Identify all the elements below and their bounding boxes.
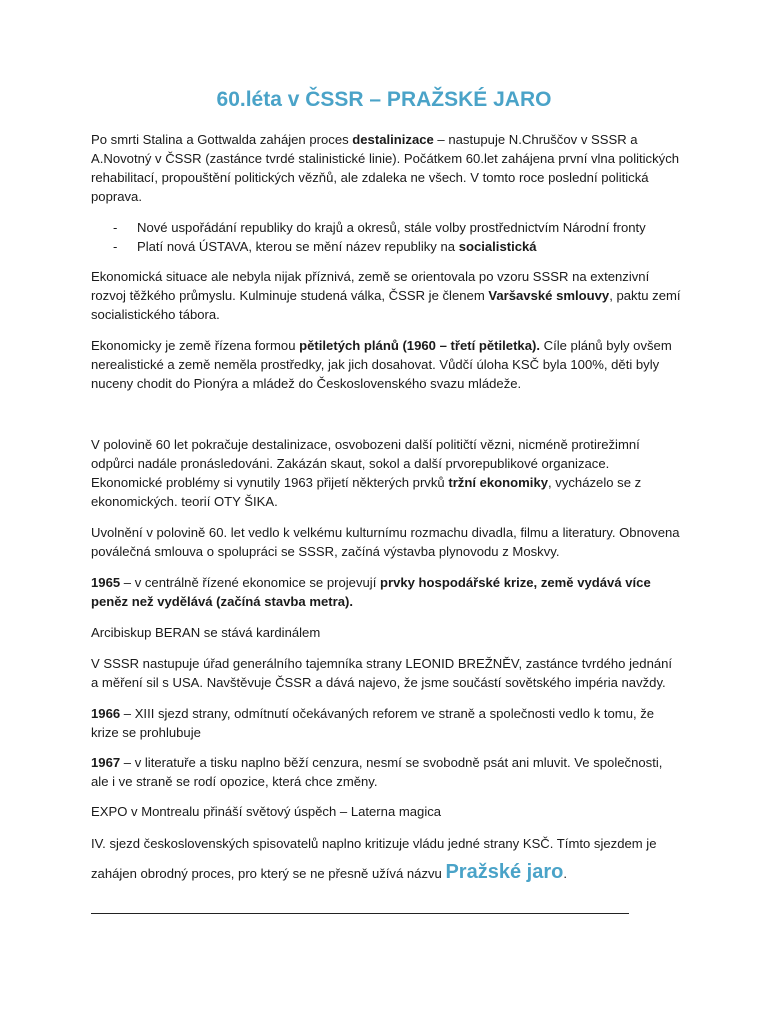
- text: – nastupuje N.Chruščov v SSSR a A.Novotný v ČSSR (zastánce tvrdé stalinistické linie). Počátkem 60.let zahájena první vlna politických rehabilitací, propouštění politických vězňů, ale zdaleka ne všech. V tomto roce poslední politická poprava.: [91, 132, 680, 204]
- year-label: 1965: [91, 575, 121, 590]
- text: – XIII sjezd strany, odmítnutí očekávaných reforem ve straně a společnosti vedlo k tomu, že krize se prohlubuje: [91, 706, 655, 740]
- year-label: 1966: [91, 706, 121, 721]
- list-item: [91, 218, 681, 237]
- text: , paktu zemí socialistického tábora.: [91, 288, 681, 322]
- text: , vycházelo se z ekonomických. teorií OTY ŠIKA.: [91, 475, 642, 509]
- bold-text: prvky hospodářské krize, země vydává více peněz než vydělává (začíná stavba metra).: [91, 575, 651, 609]
- bullet-list: [91, 218, 681, 256]
- bullet-dash: -: [113, 220, 118, 235]
- paragraph-1966: [91, 704, 681, 742]
- list-item-text: Platí nová ÚSTAVA, kterou se mění název republiky na: [137, 239, 459, 254]
- paragraph-culture: Uvolnění v polovině 60. let vedlo k velkému kulturnímu rozmachu divadla, filmu a literatury. Obnovena poválečná smlouva o spolupráci se SSSR, začíná výstavba plynovodu z Moskvy.: [91, 525, 680, 559]
- paragraph-economy: [91, 267, 681, 324]
- text: Cíle plánů byly ovšem nerealistické a země neměla prostředky, jak jich dosahovat. Vůdčí úloha KSČ byla 100%, děti byly nuceny chodit do Pionýra a mládež do Československého svazu mládeže.: [91, 338, 672, 391]
- text: Po smrti Stalina a Gottwalda zahájen proces: [91, 132, 353, 147]
- paragraph-breznev: V SSSR nastupuje úřad generálního tajemníka strany LEONID BREŽNĚV, zastánce tvrdého jednání a měření sil s USA. Navštěvuje ČSSR a dává najevo, že jsme součástí sovětského impéria navždy.: [91, 656, 673, 690]
- text: Ekonomicky je země řízena formou: [91, 338, 300, 353]
- text: – v literatuře a tisku naplno běží cenzura, nesmí se svobodně psát ani mluvit. Ve společnosti, ale i ve straně se rodí opozice, která chce změny.: [91, 755, 663, 789]
- paragraph-beran: Arcibiskup BERAN se stává kardinálem: [91, 625, 321, 640]
- bullet-dash: -: [113, 239, 118, 254]
- text: – v centrálně řízené ekonomice se projevují: [120, 575, 380, 590]
- text: Ekonomická situace ale nebyla nijak příznivá, země se orientovala po vzoru SSSR na extenzivní rozvoj těžkého průmyslu. Kulminuje studená válka, ČSSR je členem: [91, 269, 650, 303]
- paragraph-five-year-plans: [91, 336, 681, 393]
- document-title: 60.léta v ČSSR – PRAŽSKÉ JARO: [216, 88, 552, 111]
- text: .: [563, 866, 567, 881]
- list-item: [91, 237, 681, 256]
- paragraph-intro: [91, 130, 681, 206]
- paragraph-writers-congress: IV. sjezd československých spisovatelů naplno kritizuje vládu jedné strany KSČ. Tímto sjezdem je: [91, 836, 657, 851]
- paragraph-prague-spring: [91, 857, 681, 889]
- bold-text: tržní ekonomiky: [448, 475, 549, 490]
- paragraph-mid-sixties: [91, 435, 681, 511]
- bold-text: Varšavské smlouvy: [488, 288, 610, 303]
- paragraph-1965: [91, 573, 681, 611]
- paragraph-1967: [91, 753, 681, 791]
- highlight-prague-spring: Pražské jaro: [445, 861, 564, 883]
- text: zahájen obrodný proces, pro který se ne přesně užívá názvu: [91, 866, 446, 881]
- year-label: 1967: [91, 755, 121, 770]
- text: V polovině 60 let pokračuje destalinizace, osvobozeni další političtí vězni, nicméně protirežimní odpůrci nadále pronásledováni. Zakázán skaut, sokol a další prvorepublikové organizace. Ekonomické problémy si vynutily 1963 přijetí některých prvků: [91, 437, 640, 490]
- horizontal-rule: [91, 913, 629, 914]
- list-item-text: Nové uspořádání republiky do krajů a okresů, stále volby prostřednictvím Národní fronty: [137, 220, 646, 235]
- bold-text: destalinizace: [352, 132, 434, 147]
- bold-text: socialistická: [458, 239, 537, 254]
- bold-text: pětiletých plánů (1960 – třetí pětiletka).: [299, 338, 540, 353]
- paragraph-expo: EXPO v Montrealu přináší světový úspěch – Laterna magica: [91, 804, 442, 819]
